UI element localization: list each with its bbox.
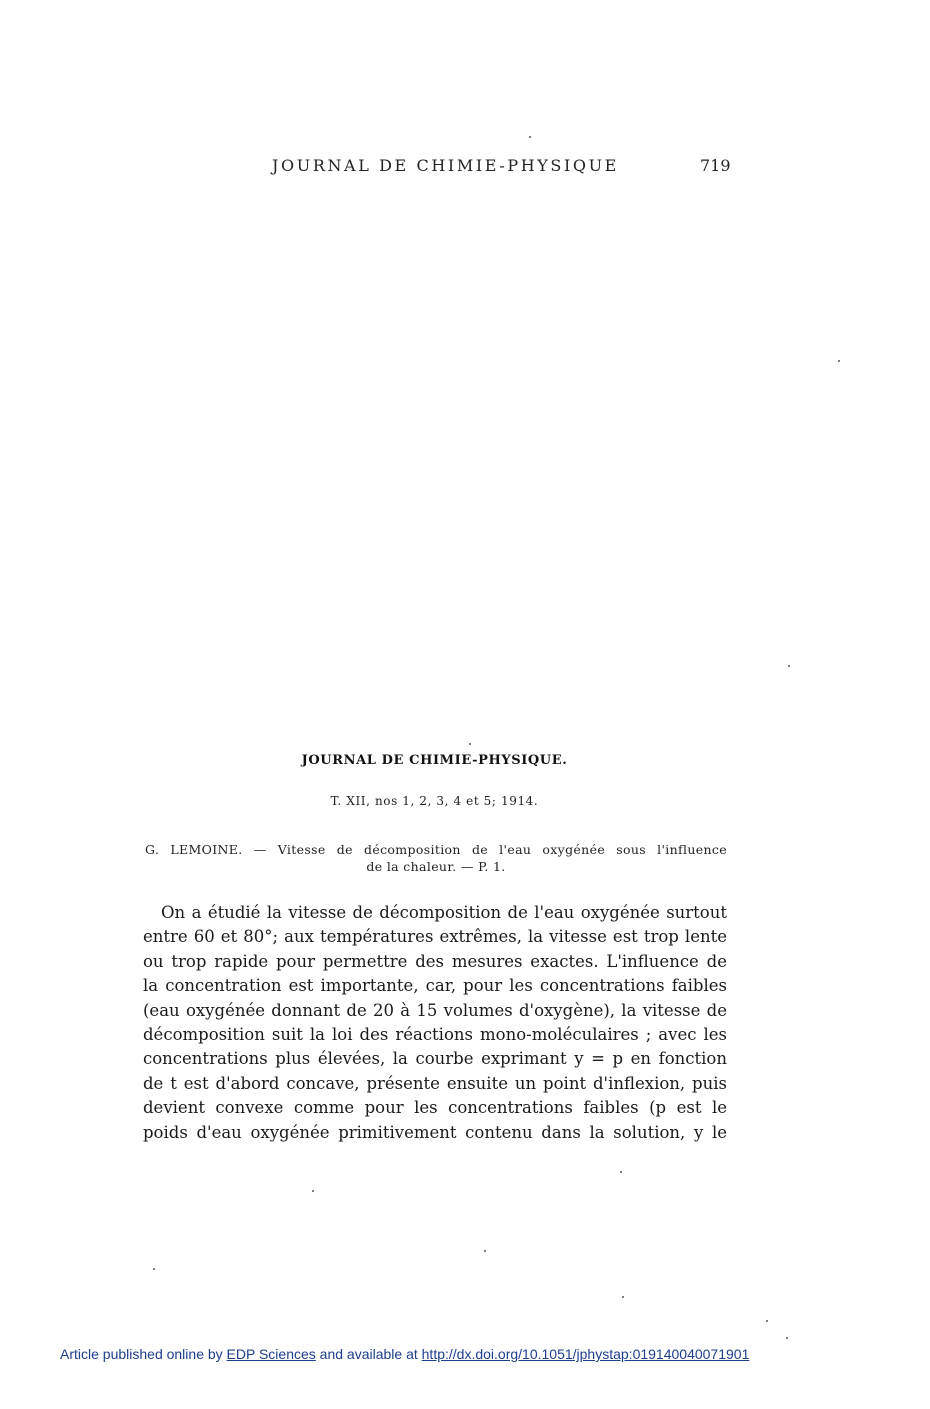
abstract-heading-line1 bbox=[145, 841, 727, 858]
scan-speck bbox=[788, 665, 790, 667]
abstract-title-part2: de la chaleur. — P. 1. bbox=[366, 859, 506, 874]
body-line: entre 60 et 80°; aux températures extrêmes, la vitesse est trop lente bbox=[143, 927, 727, 947]
publisher-link[interactable]: EDP Sciences bbox=[226, 1346, 316, 1362]
section-title: JOURNAL DE CHIMIE-PHYSIQUE. bbox=[301, 753, 568, 768]
scan-speck bbox=[312, 1190, 314, 1192]
body-paragraph bbox=[143, 901, 727, 1145]
body-line: concentrations plus élevées, la courbe exprimant y = p en fonction bbox=[143, 1049, 727, 1069]
body-line: ou trop rapide pour permettre des mesures exactes. L'influence de bbox=[143, 951, 727, 971]
scan-speck bbox=[766, 1320, 768, 1322]
footer-prefix: Article published online by bbox=[60, 1346, 223, 1362]
body-line: la concentration est importante, car, pour les concentrations faibles bbox=[143, 976, 727, 996]
scan-speck bbox=[529, 136, 531, 138]
body-line: (eau oxygénée donnant de 20 à 15 volumes d'oxygène), la vitesse de bbox=[143, 1000, 727, 1020]
body-line: décomposition suit la loi des réactions mono-moléculaires ; avec les bbox=[143, 1025, 727, 1045]
body-line: poids d'eau oxygénée primitivement contenu dans la solution, y le bbox=[143, 1122, 727, 1142]
doi-link[interactable]: http://dx.doi.org/10.1051/jphystap:019140040071901 bbox=[421, 1346, 750, 1362]
scan-speck bbox=[786, 1337, 788, 1339]
scan-speck bbox=[622, 1296, 624, 1298]
scan-speck bbox=[469, 743, 471, 745]
scan-speck bbox=[484, 1250, 486, 1252]
scan-speck bbox=[153, 1268, 155, 1270]
scan-speck bbox=[838, 360, 840, 362]
abstract-author: G. LEMOINE. bbox=[145, 842, 243, 857]
scan-speck bbox=[620, 1171, 622, 1173]
footer-middle: and available at bbox=[319, 1346, 418, 1362]
abstract-title-part1: — Vitesse de décomposition de l'eau oxygénée sous l'influence bbox=[253, 842, 727, 857]
page-number: 719 bbox=[700, 156, 731, 175]
volume-line: T. XII, nos 1, 2, 3, 4 et 5; 1914. bbox=[330, 794, 539, 808]
abstract-heading bbox=[145, 841, 727, 875]
body-line: On a étudié la vitesse de décomposition de l'eau oxygénée surtout bbox=[161, 903, 727, 922]
body-line: de t est d'abord concave, présente ensuite un point d'inflexion, puis bbox=[143, 1073, 727, 1093]
body-line: devient convexe comme pour les concentrations faibles (p est le bbox=[143, 1098, 727, 1118]
publication-footer bbox=[60, 1346, 749, 1362]
running-title: JOURNAL DE CHIMIE-PHYSIQUE bbox=[272, 156, 619, 175]
